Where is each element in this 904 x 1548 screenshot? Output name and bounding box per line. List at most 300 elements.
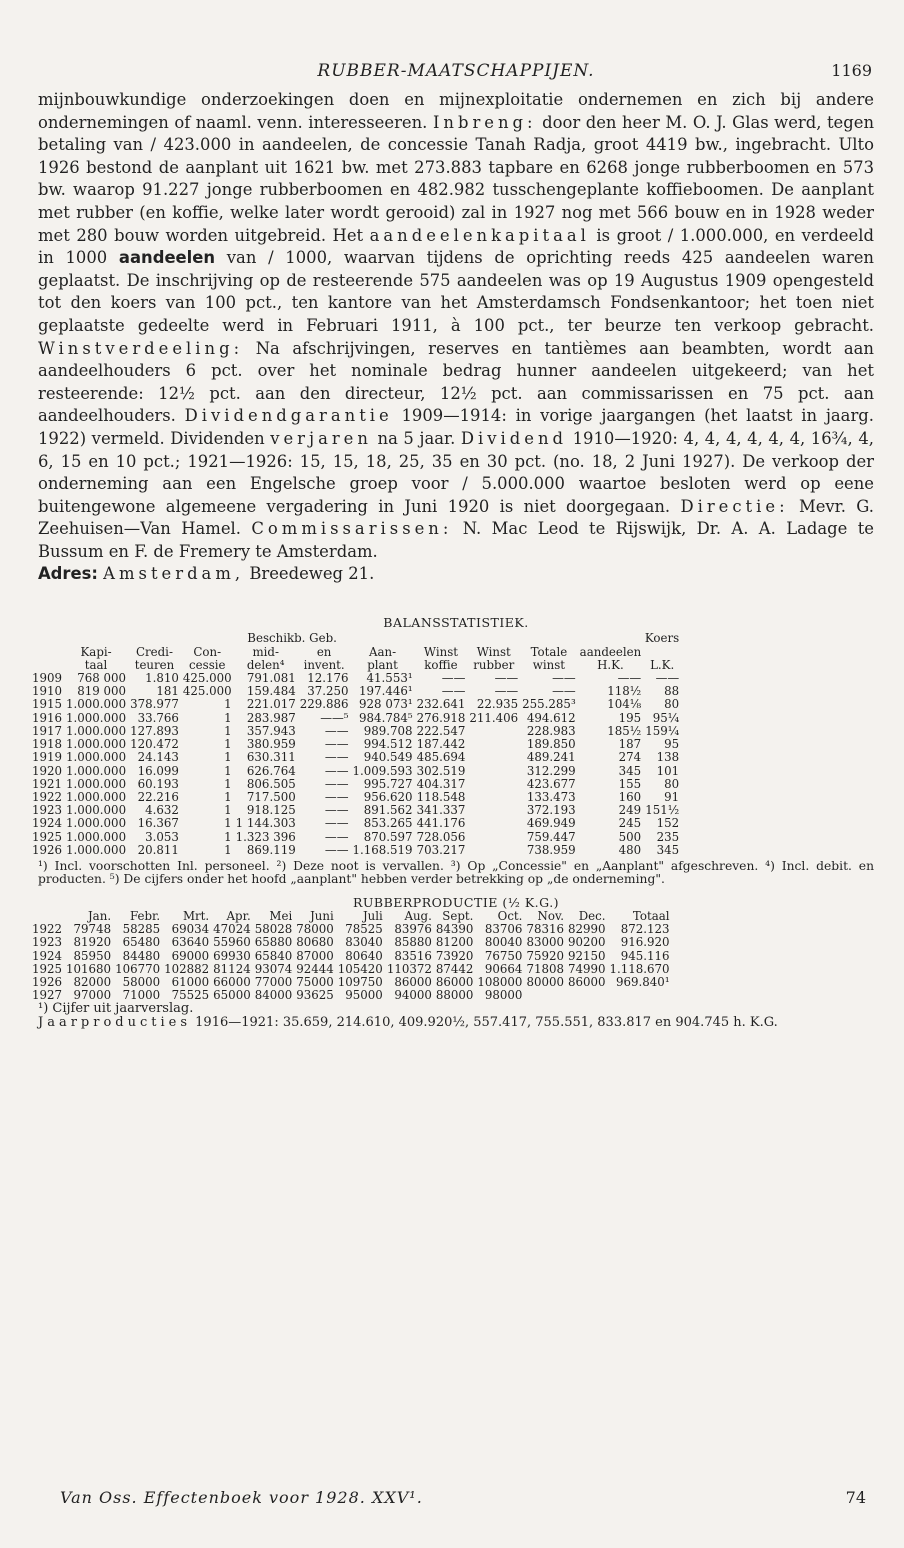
table-cell: 60.193 (137, 776, 179, 791)
table-cell: 65000 (213, 988, 251, 1003)
dividendgarantie-label: Dividendgarantie (184, 406, 393, 426)
table-cell (467, 778, 520, 791)
table-cell: 853.265 (363, 816, 413, 831)
table-cell: 185½ (607, 723, 642, 738)
table-cell: 85880 (394, 935, 432, 950)
directie-label: Directie: (680, 496, 789, 516)
table-cell: 197.446¹ (359, 684, 413, 699)
table-cell: 86000 (394, 974, 432, 989)
table-cell: —— (494, 684, 519, 699)
table-cell: 489.241 (526, 750, 576, 765)
table-cell: 80640 (345, 948, 383, 963)
table-cell: 160 (618, 789, 642, 804)
koers-header: Koers (644, 631, 680, 646)
table-cell: 1.168.519 (352, 842, 413, 857)
table-cell: 101 (656, 763, 680, 778)
year-cell: 1925 (32, 961, 63, 976)
table-cell: 759.447 (526, 829, 576, 844)
table-row (32, 936, 672, 949)
inbreng-label: Inbreng: (432, 112, 537, 132)
column-header: Winst (423, 644, 458, 659)
column-header: Kapi- (80, 644, 112, 659)
balans-notes: ¹) Incl. voorschotten Inl. personeel. ²) Deze noot is vervallen. ³) Op „Concessie" en „Aanplant" afgeschreven. ⁴) Incl. debit. en producten. ⁵) De cijfers onder het hoofd „aanplant" hebben verder betrekking op „de onderneming". (38, 858, 874, 887)
table-cell: 916.920 (620, 935, 670, 950)
running-title: RUBBER-MAATSCHAPPIJEN. (317, 61, 595, 81)
table-cell: 104⅛ (607, 697, 642, 712)
table-cell: 65880 (254, 935, 293, 950)
column-header: en (316, 644, 332, 659)
paragraph-text: 1910—1920: 4, 4, 4, 4, 4, 4, 16¾, 4, 6, 15 en 10 pct.; 1921—1926: 15, 15, 18, 25, 35 en 30 pct. (no. 18, 2 Juni 1927). De verkoop der onderneming aan een Engelsche groep voor / 5.000.000 waartoe besloten werd op eene buitengewone algemeene vergadering in Juni 1920 is niet doorgegaan. (38, 428, 874, 516)
table-cell: 249 (618, 803, 642, 818)
table-cell: 378.977 (130, 697, 179, 712)
table-cell: 65840 (254, 948, 293, 963)
table-cell: 984.784⁵ (359, 710, 413, 725)
month-header: Dec. (578, 908, 606, 923)
table-cell: 127.893 (130, 723, 179, 738)
year-cell: 1909 (32, 671, 63, 686)
table-cell: 276.918 (416, 710, 466, 725)
table-cell: —— (324, 789, 349, 804)
table-cell (467, 751, 520, 764)
table-cell: 1.009.593 (352, 763, 413, 778)
column-header (643, 646, 681, 659)
table-row (32, 950, 672, 963)
table-cell: 380.959 (246, 737, 296, 752)
table-cell: 372.193 (526, 803, 576, 818)
table-cell: 956.620 (363, 789, 413, 804)
table-cell: —— (324, 737, 349, 752)
column-header: Winst (476, 644, 511, 659)
table-cell: 81124 (213, 961, 251, 976)
table-cell: 312.299 (526, 763, 576, 778)
table-cell: 102882 (164, 961, 210, 976)
table-cell: 80680 (296, 935, 334, 950)
paragraph-text: van / 1000, waarvan tijdens de oprichting reeds 425 aandeelen waren geplaatst. De inschrijving op de resteerende 575 aandeelen was op 19 Augustus 1909 opengesteld tot den koers van 100 pct., ten kantore van het Amsterdamsch Fondsenkantoor; het toen niet geplaatste gedeelte werd in Februari 1911, à 100 pct., ter beurze ten verkoop gebracht. (38, 248, 874, 335)
table-cell: 74990 (567, 961, 606, 976)
table-cell: 90200 (567, 935, 606, 950)
balans-table (32, 632, 681, 856)
table-cell (467, 804, 520, 817)
month-header: Mrt. (182, 908, 210, 923)
adres-city: Amsterdam, (103, 564, 245, 584)
table-cell: 93625 (296, 988, 334, 1003)
table-cell: 66000 (213, 974, 251, 989)
table-row (32, 765, 681, 778)
table-cell: 92444 (296, 961, 334, 976)
table-cell: 55960 (213, 935, 251, 950)
paragraph-text: mijnbouwkundige onderzoekingen doen en mijnexploitatie ondernemen en zich bij andere ondernemingen of naaml. venn. interesseeren. (38, 90, 874, 132)
year-cell: 1921 (32, 776, 63, 791)
month-header: Juni (310, 908, 334, 923)
table-cell: 703.217 (416, 842, 466, 857)
table-cell: 81200 (435, 935, 474, 950)
table-cell: 1.000.000 (66, 816, 127, 831)
table-cell (467, 738, 520, 751)
company-description (38, 89, 874, 563)
table-cell: 1.000.000 (66, 763, 127, 778)
page (32, 55, 875, 1030)
table-cell: 84000 (254, 988, 293, 1003)
table-cell: 16.099 (137, 763, 179, 778)
table-cell: 37.250 (307, 684, 349, 699)
table-cell: 83040 (345, 935, 383, 950)
table-cell: 1 (224, 697, 232, 712)
column-header: mid- (252, 644, 279, 659)
table-cell: 65480 (122, 935, 161, 950)
month-header: Aug. (404, 908, 432, 923)
table-cell: 159.484 (246, 684, 296, 699)
column-header: plant (367, 657, 398, 672)
table-cell: 63640 (171, 935, 210, 950)
table-row (32, 844, 681, 857)
paragraph-text: Na afschrijvingen, reserves en tantièmes aan beambten, wordt aan aandeelhouders 6 pct. over het nominale bedrag hunner aandeelen uitgekeerd; van het resteerende: 12½ pct. aan den directeur, 12½ pct. aan commissarissen en 75 pct. aan aandeelhouders. (38, 338, 874, 426)
table-cell: 469.949 (526, 816, 576, 831)
table-cell: 78000 (296, 922, 334, 937)
table-cell: 133.473 (526, 789, 576, 804)
table-cell: 1.000.000 (66, 710, 127, 725)
table-cell: 1.000.000 (66, 723, 127, 738)
productie-table (32, 910, 672, 1002)
table-cell: 500 (618, 829, 642, 844)
table-cell: 494.612 (526, 710, 576, 725)
table-cell (566, 989, 608, 1002)
table-row (32, 817, 681, 830)
year-cell: 1919 (32, 750, 63, 765)
table-cell: 97000 (73, 988, 112, 1003)
month-header: Febr. (129, 908, 161, 923)
table-cell: 120.472 (130, 737, 179, 752)
table-cell: 1 (224, 763, 232, 778)
column-header: H.K. (597, 657, 624, 672)
table-cell: 83000 (526, 935, 564, 950)
table-cell: 630.311 (246, 750, 296, 765)
table-cell: 91 (664, 789, 680, 804)
table-cell: 1.810 (145, 671, 179, 686)
table-cell: 71000 (122, 988, 161, 1003)
table-cell: 994.512 (363, 737, 413, 752)
table-cell: 75920 (526, 948, 564, 963)
table-cell: 404.317 (416, 776, 466, 791)
paragraph-text: na 5 jaar. (377, 428, 456, 448)
table-cell: 1 (224, 710, 232, 725)
table-cell: —— (324, 842, 349, 857)
table-cell: 357.943 (246, 723, 296, 738)
table-cell: 791.081 (246, 671, 296, 686)
table-cell: 1 (224, 750, 232, 765)
column-header: Con- (193, 644, 222, 659)
year-cell: 1926 (32, 842, 63, 857)
table-cell: 1.000.000 (66, 842, 127, 857)
table-cell: 806.505 (246, 776, 296, 791)
table-cell (524, 989, 566, 1002)
table-cell: 85950 (73, 948, 112, 963)
table-cell: 80040 (484, 935, 523, 950)
table-cell: 92150 (567, 948, 606, 963)
table-cell: 83706 (484, 922, 523, 937)
table-cell (608, 989, 672, 1002)
table-cell: 77000 (254, 974, 293, 989)
productie-note: ¹) Cijfer uit jaarverslag. (38, 1001, 194, 1017)
table-cell: 738.959 (526, 842, 576, 857)
table-cell: 1 (224, 842, 232, 857)
table-cell: 88 (664, 684, 680, 699)
paragraph-text: 1909—1914: in vorige jaargangen (het laatst in jaarg. 1922) vermeld. Dividenden (38, 406, 874, 448)
table-cell: 995.727 (363, 776, 413, 791)
year-header (32, 646, 64, 659)
table-cell: 255.285³ (522, 697, 576, 712)
table-cell: 1.000.000 (66, 697, 127, 712)
year-cell: 1920 (32, 763, 63, 778)
table-cell: 95 (664, 737, 680, 752)
table-cell: 84480 (122, 948, 161, 963)
table-cell: 1.000.000 (66, 750, 127, 765)
table-cell (467, 791, 520, 804)
table-cell: 195 (618, 710, 642, 725)
table-cell: 82000 (73, 974, 112, 989)
table-cell: 480 (618, 842, 642, 857)
column-header: Credi- (135, 644, 173, 659)
table-cell: 58285 (122, 922, 161, 937)
table-cell: 1 (224, 776, 232, 791)
table-cell: 945.116 (620, 948, 670, 963)
table-cell: 918.125 (246, 803, 296, 818)
table-row (32, 804, 681, 817)
table-cell: 1.000.000 (66, 776, 127, 791)
table-cell (467, 725, 520, 738)
table-cell: 1 (224, 789, 232, 804)
table-cell: 69930 (213, 948, 251, 963)
table-cell: 1 (224, 737, 232, 752)
table-cell: 58028 (254, 922, 293, 937)
column-header: Totale (530, 644, 568, 659)
table-cell: 76750 (484, 948, 523, 963)
table-cell: 235 (656, 829, 680, 844)
table-cell: 940.549 (363, 750, 413, 765)
table-cell: 1.118.670 (609, 961, 670, 976)
table-cell: 151½ (645, 803, 680, 818)
table-cell: 75525 (171, 988, 210, 1003)
table-cell: —— (324, 763, 349, 778)
column-header: Aan- (368, 644, 397, 659)
table-cell: —— (617, 671, 642, 686)
jaarproductie-label: Jaarproducties (38, 1014, 192, 1030)
table-cell: 4.632 (145, 803, 179, 818)
table-cell: 989.708 (363, 723, 413, 738)
table-cell: 109750 (337, 974, 383, 989)
table-cell (467, 817, 520, 830)
table-row (32, 963, 672, 976)
kapitaal-label: aandeelenkapitaal (369, 225, 590, 245)
table-cell: 274 (618, 750, 642, 765)
table-cell: 79748 (73, 922, 112, 937)
year-cell: 1922 (32, 789, 63, 804)
table-cell: 80 (664, 776, 680, 791)
year-cell: 1910 (32, 684, 63, 699)
table-cell: 86000 (567, 974, 606, 989)
table-cell: 425.000 (182, 684, 232, 699)
winstverdeeling-label: Winstverdeeling: (38, 338, 244, 358)
table-cell: —— (552, 684, 576, 699)
table-cell: 80 (664, 697, 680, 712)
table-cell: 90664 (484, 961, 523, 976)
table-cell: 228.983 (526, 723, 576, 738)
balans-title: BALANSSTATISTIEK. (383, 615, 529, 631)
column-header: teuren (134, 657, 175, 672)
table-cell: 12.176 (307, 671, 349, 686)
table-cell: 1 (224, 723, 232, 738)
table-cell: 1.000.000 (66, 803, 127, 818)
month-header: Oct. (497, 908, 523, 923)
table-cell (467, 831, 520, 844)
running-header (38, 55, 874, 85)
month-header: Totaal (632, 908, 670, 923)
table-cell: 22.935 (476, 697, 519, 712)
table-cell: 1.000.000 (66, 829, 127, 844)
table-cell: 345 (618, 763, 642, 778)
paragraph-text: door den heer M. O. J. Glas werd, tegen betaling van / 423.000 in aandeelen, de concessie Tanah Radja, groot 4419 bw., ingebracht. Ulto 1926 bestond de aanplant uit 1621 bw. met 273.883 tapbare en 6268 jonge rubberboomen en 573 bw. waarop 91.227 jonge rubberboomen en 482.982 tusschengeplante koffieboomen. De aanplant met rubber (en koffie, welke later wordt gerooid) zal in 1927 nog met 566 bouw en in 1928 weder met 280 bouw worden uitgebreid. Het (38, 112, 875, 245)
table-cell: 819 000 (77, 684, 127, 699)
table-cell: 61000 (171, 974, 210, 989)
paragraph-text: is groot / 1.000.000, en verdeeld in 1000 (38, 225, 874, 268)
table-cell: 87000 (296, 948, 334, 963)
column-header: rubber (473, 657, 515, 672)
table-cell: 232.641 (416, 697, 466, 712)
dividend-label: Dividend (460, 428, 568, 448)
adres-street: Breedeweg 21. (249, 564, 375, 584)
table-cell: 152 (656, 816, 680, 831)
table-cell: 93074 (254, 961, 293, 976)
table-cell: 872.123 (620, 922, 670, 937)
table-cell: 75000 (296, 974, 334, 989)
table-cell: —— (324, 750, 349, 765)
aandeelen-label: aandeelen (118, 248, 216, 268)
table-cell: —— (441, 671, 466, 686)
table-cell: 98000 (484, 988, 523, 1003)
table-cell: 71808 (526, 961, 564, 976)
table-cell: —— (324, 803, 349, 818)
column-header: koffie (424, 657, 458, 672)
year-cell: 1924 (32, 948, 63, 963)
table-cell: 101680 (66, 961, 112, 976)
year-cell: 1916 (32, 710, 63, 725)
table-cell: 16.367 (137, 816, 179, 831)
table-cell: 869.119 (246, 842, 296, 857)
table-cell: 870.597 (363, 829, 413, 844)
year-cell: 1925 (32, 829, 63, 844)
table-cell: 106770 (115, 961, 161, 976)
paragraph-text: N. Mac Leod te Rijswijk, Dr. A. A. Ladage te Bussum en F. de Fremery te Amsterdam. (38, 519, 874, 561)
table-cell: 110372 (386, 961, 432, 976)
table-cell: 3.053 (145, 829, 179, 844)
table-cell: 87442 (435, 961, 474, 976)
year-cell: 1923 (32, 803, 63, 818)
year-cell: 1915 (32, 697, 63, 712)
page-footer (60, 1488, 866, 1507)
table-cell: 105420 (337, 961, 383, 976)
table-cell: —— (441, 684, 466, 699)
table-cell: 626.764 (246, 763, 296, 778)
group-header: Beschikb. Geb. (247, 631, 337, 646)
table-cell: 73920 (435, 948, 474, 963)
table-cell: 891.562 (363, 803, 413, 818)
table-row (32, 738, 681, 751)
table-row (32, 751, 681, 764)
column-header: aandeelen (579, 644, 642, 659)
table-cell: 181 (156, 684, 179, 699)
table-cell: 928 073¹ (359, 697, 413, 712)
table-cell: 283.987 (246, 710, 296, 725)
jaarproductie-text: 1916—1921: 35.659, 214.610, 409.920½, 557.417, 755.551, 833.817 en 904.745 h. K.G. (195, 1014, 778, 1030)
table-cell: 229.886 (299, 697, 349, 712)
table-cell: 1.000.000 (66, 789, 127, 804)
month-header: Jan. (87, 908, 112, 923)
column-header: cessie (189, 657, 226, 672)
table-cell: —— (324, 776, 349, 791)
column-header: taal (84, 657, 108, 672)
table-cell: 41.553¹ (366, 671, 413, 686)
table-cell: 22.216 (137, 789, 179, 804)
table-cell: —— (324, 829, 349, 844)
table-row (32, 778, 681, 791)
column-header: L.K. (650, 657, 675, 672)
productie-title: RUBBERPRODUCTIE (½ K.G.) (352, 894, 560, 910)
month-header: Apr. (226, 908, 251, 923)
column-header: invent. (303, 657, 345, 672)
table-cell: 118½ (607, 684, 642, 699)
month-header: Mei (269, 908, 293, 923)
year-cell: 1924 (32, 816, 63, 831)
paragraph-text: Mevr. G. Zeehuisen—Van Hamel. (38, 496, 874, 539)
table-row (32, 791, 681, 804)
table-cell: 341.337 (416, 803, 466, 818)
month-header: Juli (362, 908, 383, 923)
table-cell: 118.548 (416, 789, 466, 804)
table-cell: 1 (224, 816, 232, 831)
table-cell: 302.519 (416, 763, 466, 778)
month-header: Sept. (442, 908, 474, 923)
table-cell: 1.000.000 (66, 737, 127, 752)
table-cell: ——⁵ (320, 710, 349, 725)
year-cell: 1922 (32, 922, 63, 937)
table-cell: 81920 (73, 935, 112, 950)
table-cell: 441.176 (416, 816, 466, 831)
table-cell: 1.323 396 (235, 829, 296, 844)
table-cell: —— (494, 671, 519, 686)
table-cell: 33.766 (137, 710, 179, 725)
table-row (32, 672, 681, 685)
table-cell: 485.694 (416, 750, 466, 765)
table-cell: 221.017 (246, 697, 296, 712)
table-cell: —— (655, 671, 680, 686)
table-cell: 768 000 (77, 671, 127, 686)
table-cell: 222.547 (416, 723, 466, 738)
table-cell: 425.000 (182, 671, 232, 686)
table-row (32, 698, 681, 711)
table-cell: 95000 (345, 988, 383, 1003)
table-row (32, 712, 681, 725)
verjaren-label: verjaren (270, 428, 372, 448)
table-cell: 95¼ (652, 710, 680, 725)
table-cell: 80000 (526, 974, 564, 989)
table-cell: 83516 (394, 948, 432, 963)
table-cell: —— (552, 671, 576, 686)
table-cell: 717.500 (246, 789, 296, 804)
year-cell: 1926 (32, 974, 63, 989)
column-header: delen⁴ (246, 657, 285, 672)
table-cell: 88000 (435, 988, 474, 1003)
table-cell: 187 (618, 737, 642, 752)
table-cell: 69034 (171, 922, 210, 937)
